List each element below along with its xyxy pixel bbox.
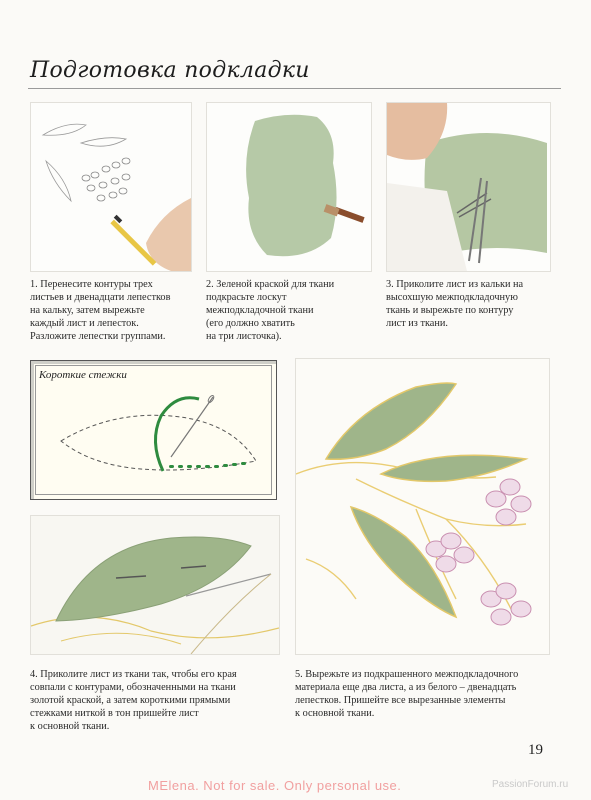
- step-1-caption: 1. Перенесите контуры трех листьев и двенадцати лепестков на кальку, затем вырежьте каждый лист и лепесток. Разложите лепестки группами.: [30, 279, 171, 342]
- step-3-caption: 3. Приколите лист из кальки на высохшую межподкладочную ткань и вырежьте по контуру лист из ткани.: [386, 279, 524, 329]
- step-5-photo: [295, 358, 550, 655]
- step-4-caption: 4. Приколите лист из ткани так, чтобы его края совпали с контурами, обозначенными на ткани золотой краской, а затем короткими прямыми стежками ниткой в тон пришейте лист к основной ткани.: [30, 669, 237, 732]
- step-2-caption: 2. Зеленой краской для ткани подкрасьте лоскут межподкладочной ткани (его должно хватить на три листочка).: [206, 279, 335, 342]
- stitch-illustration: [31, 361, 276, 499]
- step-3-photo: [386, 102, 551, 272]
- site-logo: PassionForum.ru: [492, 779, 569, 790]
- sewing-leaf-illustration: [31, 516, 279, 654]
- stitch-diagram: [30, 360, 277, 500]
- painted-fabric-illustration: [207, 103, 371, 271]
- step-4-photo: [30, 515, 280, 655]
- diagram-label: Короткие стежки: [39, 369, 127, 381]
- page-title: Подготовка подкладки: [30, 58, 310, 83]
- step-5-caption: 5. Вырежьте из подкрашенного межподкладочного материала еще два листа, а из белого – двенадцать лепестков. Пришейте все вырезанные элементы к основной ткани.: [295, 669, 519, 719]
- finished-applique-illustration: [296, 359, 549, 654]
- title-divider: [28, 88, 561, 89]
- tracing-illustration: [31, 103, 191, 271]
- step-2-photo: [206, 102, 372, 272]
- watermark-text: MElena. Not for sale. Only personal use.: [148, 778, 402, 793]
- step-1-photo: [30, 102, 192, 272]
- cutting-illustration: [387, 103, 550, 271]
- page-number: 19: [528, 742, 543, 758]
